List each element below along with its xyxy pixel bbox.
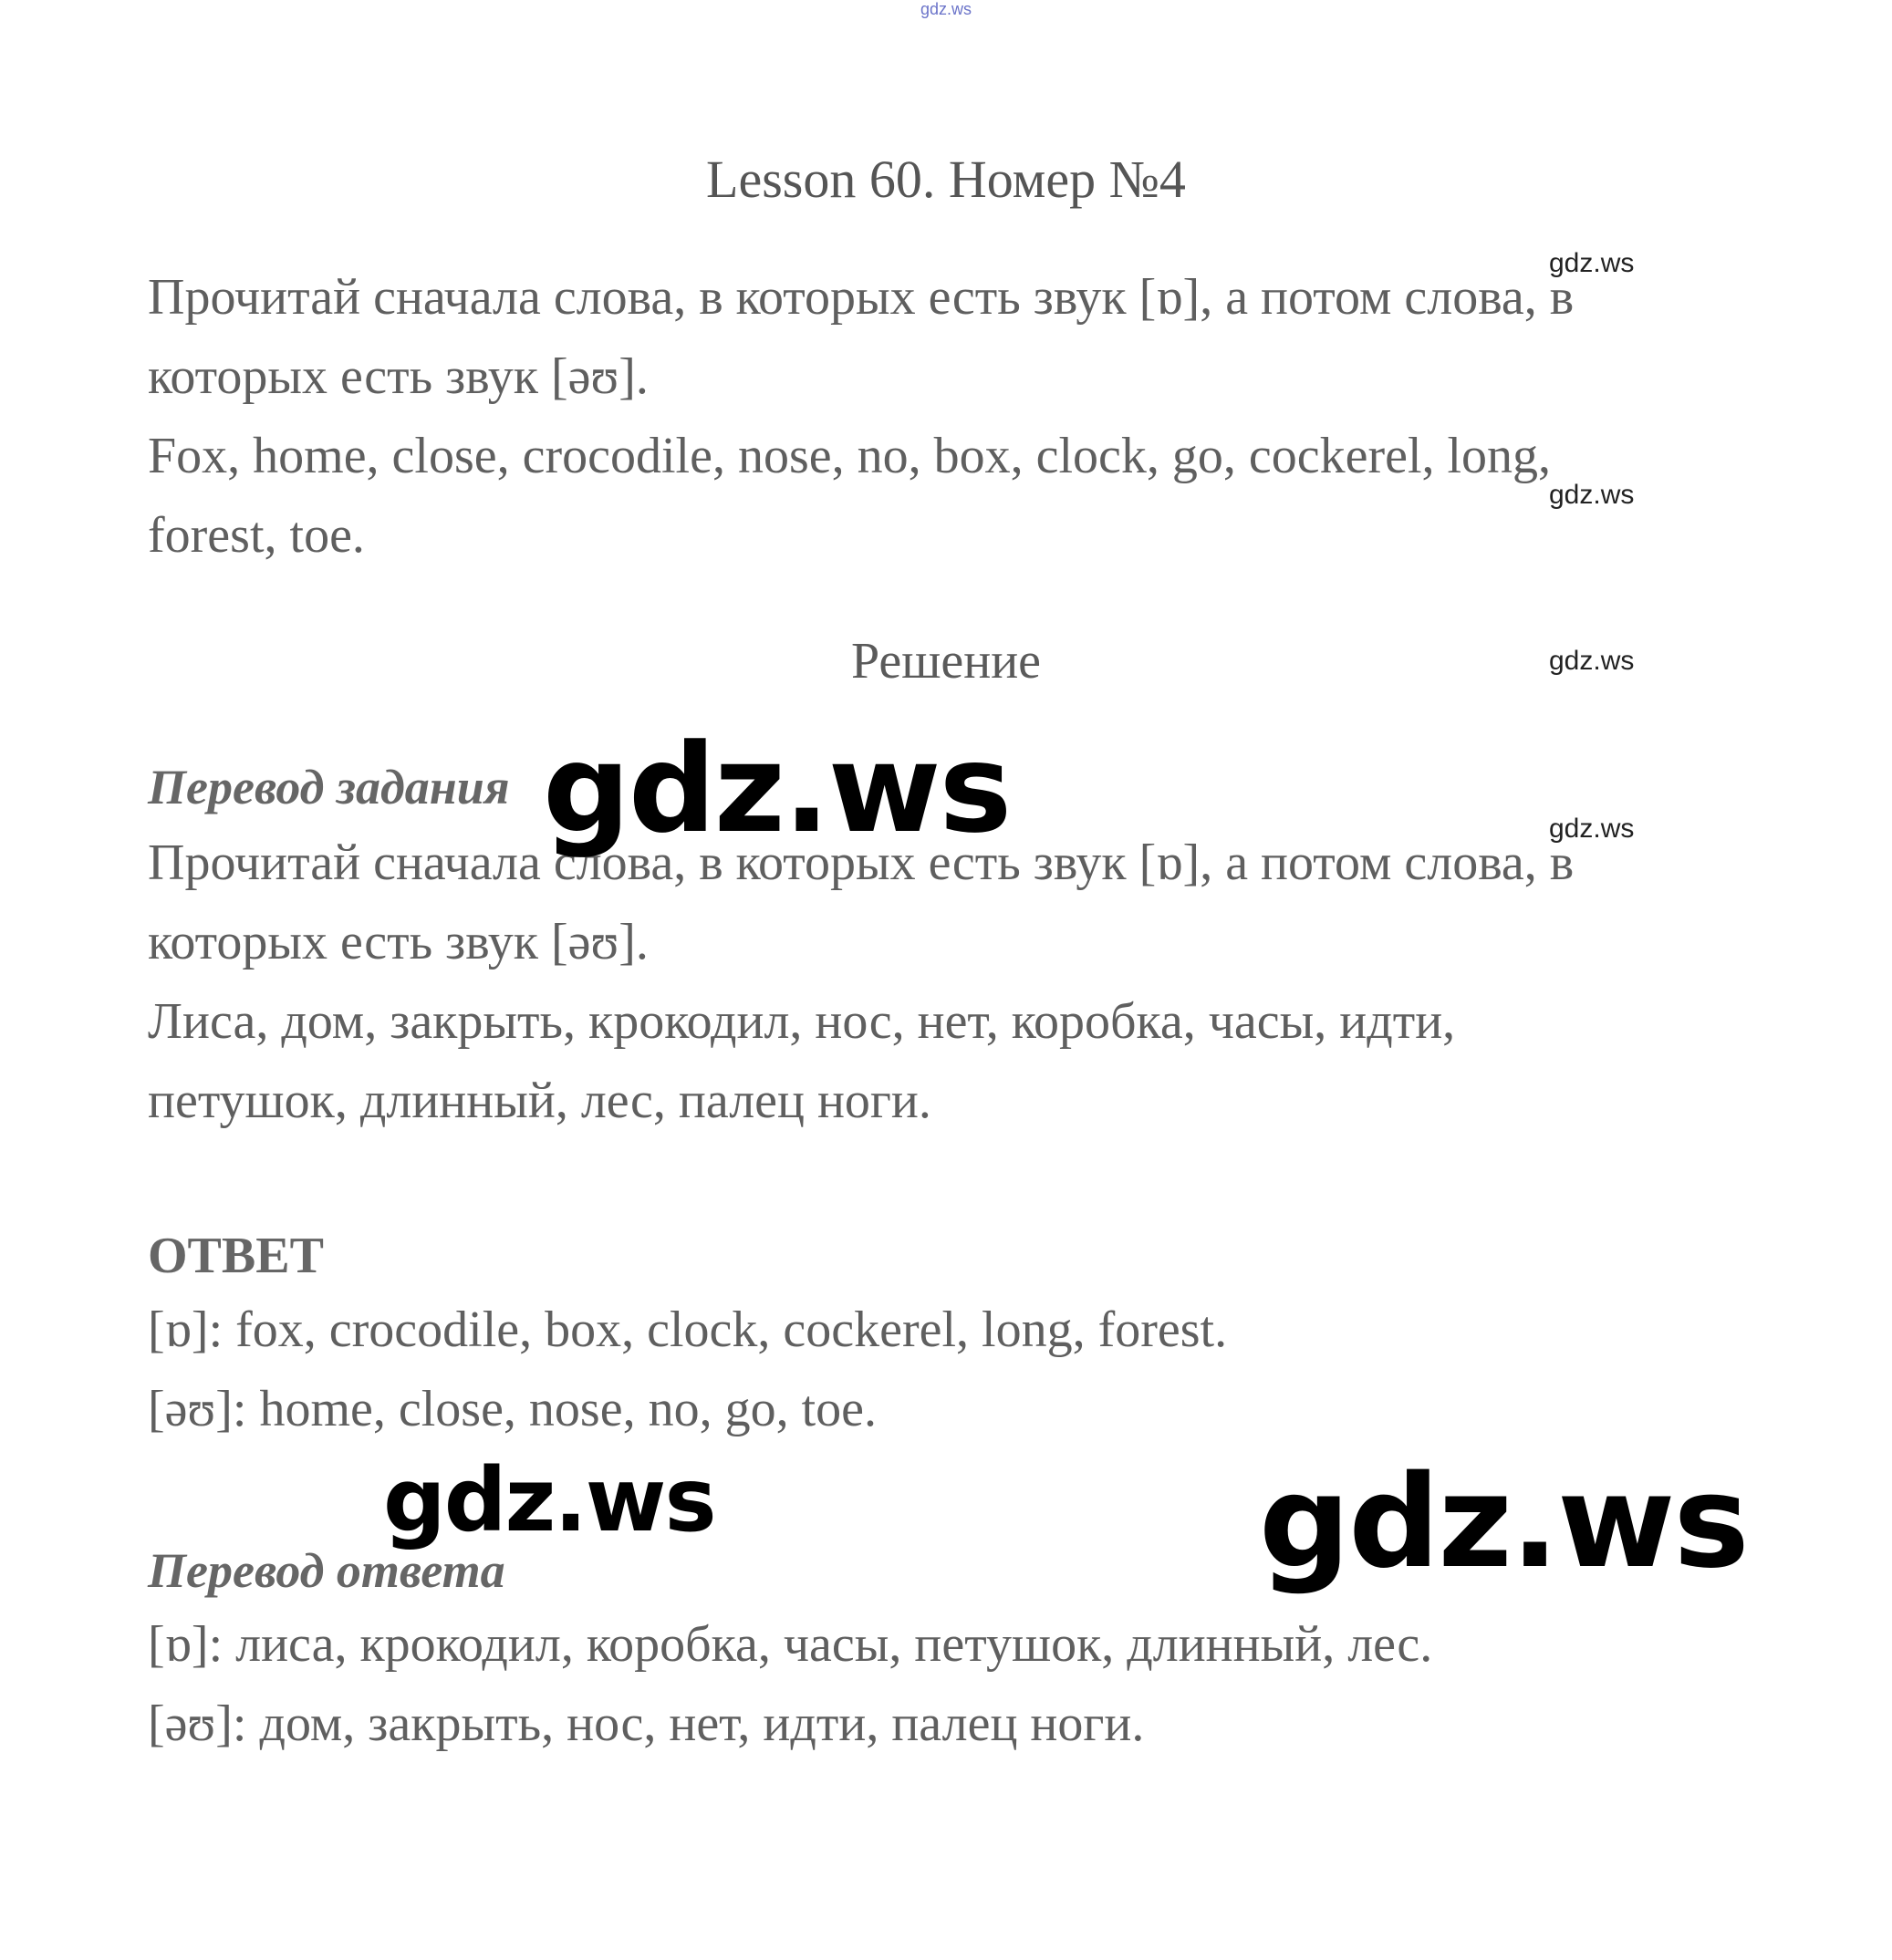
watermark-large: gdz.ws xyxy=(1259,1448,1748,1597)
translation-task-line: которых есть звук [əʊ]. xyxy=(148,914,649,970)
watermark-small: gdz.ws xyxy=(1549,646,1635,676)
answer-line: [əʊ]: home, close, nose, no, go, toe. xyxy=(148,1381,877,1437)
watermark-small: gdz.ws xyxy=(1549,480,1635,510)
translation-task-line: Лиса, дом, закрыть, крокодил, нос, нет, коробка, часы, идти, xyxy=(148,993,1456,1050)
task-text xyxy=(148,258,1744,576)
watermark-small: gdz.ws xyxy=(1549,814,1635,844)
watermark-large: gdz.ws xyxy=(383,1449,715,1551)
top-watermark: gdz.ws xyxy=(920,0,972,18)
answer-line: [ɒ]: fox, crocodile, box, clock, cockerel, long, forest. xyxy=(148,1301,1228,1358)
answer-text xyxy=(148,1291,1744,1449)
translation-answer-text xyxy=(148,1605,1744,1764)
watermark-small: gdz.ws xyxy=(1549,248,1635,278)
task-line: forest, toe. xyxy=(148,507,365,564)
watermark-large: gdz.ws xyxy=(543,718,1011,860)
translation-task-heading: Перевод задания xyxy=(148,760,510,814)
task-line: Прочитай сначала слова, в которых есть звук [ɒ], а потом слова, в xyxy=(148,269,1575,326)
task-line: которых есть звук [əʊ]. xyxy=(148,348,649,405)
translation-answer-line: [ɒ]: лиса, крокодил, коробка, часы, петушок, длинный, лес. xyxy=(148,1616,1433,1673)
translation-task-line: петушок, длинный, лес, палец ноги. xyxy=(148,1073,931,1129)
translation-answer-line: [əʊ]: дом, закрыть, нос, нет, идти, палец ноги. xyxy=(148,1696,1145,1752)
solution-heading: Решение xyxy=(850,633,1042,690)
translation-task-text xyxy=(148,824,1744,1141)
translation-answer-heading: Перевод ответа xyxy=(148,1543,505,1598)
translation-task-line: Прочитай сначала слова, в которых есть звук [ɒ], а потом слова, в xyxy=(148,835,1575,891)
answer-heading: ОТВЕТ xyxy=(148,1228,324,1284)
task-line: Fox, home, close, crocodile, nose, no, box, clock, go, cockerel, long, xyxy=(148,428,1552,484)
page-title: Lesson 60. Номер №4 xyxy=(706,150,1186,209)
